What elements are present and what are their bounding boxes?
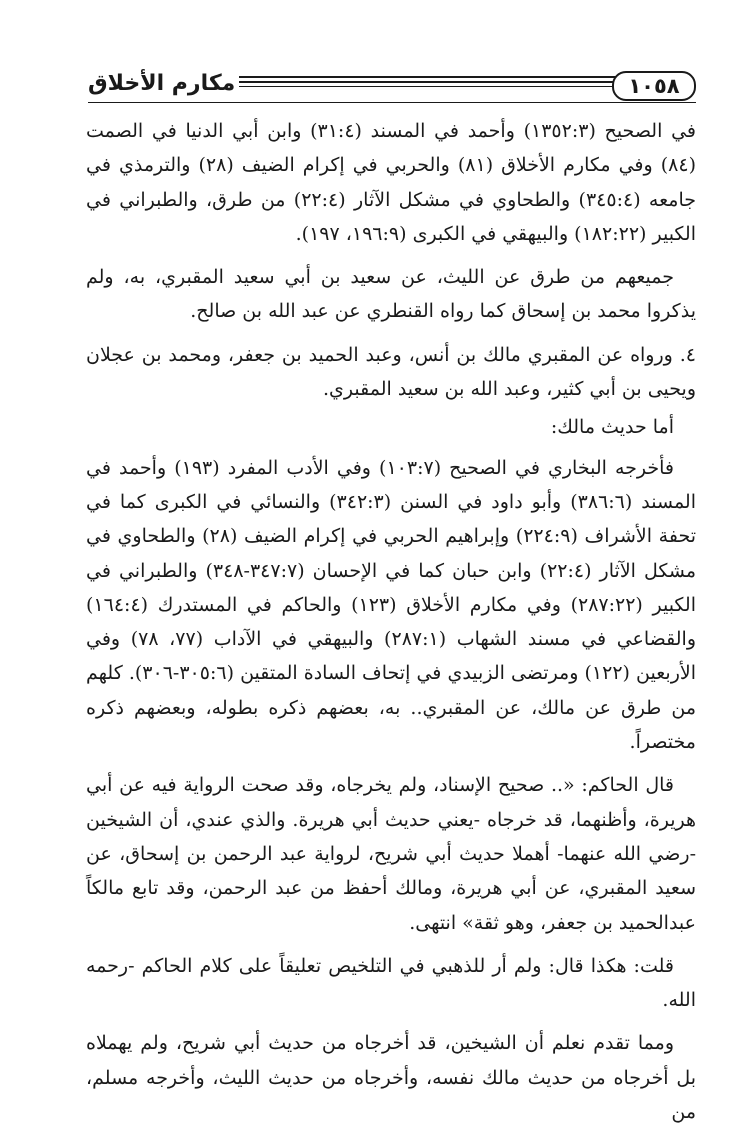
book-title: مكارم الأخلاق xyxy=(88,70,239,98)
header-rule xyxy=(198,86,616,87)
list-item: ٤. ورواه عن المقبري مالك بن أنس، وعبد الحميد بن جعفر، ومحمد بن عجلان ويحيى بن أبي كثير، وعبد الله بن سعيد المقبري. xyxy=(86,343,696,401)
page-header xyxy=(88,68,696,108)
paragraph: ومما تقدم نعلم أن الشيخين، قد أخرجاه من حديث أبي شريح، ولم يهملاه بل أخرجاه من حديث مالك نفسه، وأخرجاه من حديث الليث، وأخرجه مسلم، من xyxy=(86,1032,696,1124)
paragraph: قلت: هكذا قال: ولم أر للذهبي في التلخيص تعليقاً على كلام الحاكم -رحمه الله. xyxy=(86,954,696,1012)
paragraph: فأخرجه البخاري في الصحيح (١٠٣:٧) وفي الأدب المفرد (١٩٣) وأحمد في المسند (٣٨٦:٦) وأبو داود في السنن (٣٤٢:٣) والنسائي في الكبرى كما في تحفة الأشراف (٢٢٤:٩) وإبراهيم الحربي في إكرام الضيف (٢٨) والطحاوي في مشكل الآثار (٢٢:٤) وابن حبان كما في الإحسان (٣٤٧:٧-٣٤٨) والطبراني في الكبير (٢٨٧:٢٢) وفي مكارم الأخلاق (١٢٣) والحاكم في المستدرك (١٦٤:٤) والقضاعي في مسند الشهاب (٢٨٧:١) والبيهقي في الآداب (٧٧، ٧٨) وفي الأربعين (١٢٢) ومرتضى الزبيدي في إتحاف السادة المتقين (٣٠٥:٦-٣٠٦). كلهم من طرق عن مالك، عن المقبري.. به، بعضهم ذكره بطوله، وبعضهم ذكره مختصراً. xyxy=(86,456,697,754)
page-body xyxy=(86,114,696,1138)
header-rule xyxy=(198,81,616,83)
header-rule xyxy=(198,76,616,78)
paragraph: قال الحاكم: «.. صحيح الإسناد، ولم يخرجاه، وقد صحت الرواية فيه عن أبي هريرة، وأظنهما، قد خرجاه -يعني حديث أبي هريرة. والذي عندي، أن الشيخين -رضي الله عنهما- أهملا حديث أبي شريح، لرواية عبد الرحمن بن إسحاق، عن سعيد المقبري، عن أبي هريرة، ومالك أحفظ من عبد الرحمن، وقد تابع مالكاً عبدالحميد بن جعفر، وهو ثقة» انتهى. xyxy=(86,774,696,934)
paragraph: في الصحيح (١٣٥٢:٣) وأحمد في المسند (٣١:٤) وابن أبي الدنيا في الصمت (٨٤) وفي مكارم الأخلاق (٨١) والحربي في إكرام الضيف (٢٨) والترمذي في جامعه (٣٤٥:٤) والطحاوي في مشكل الآثار (٢٢:٤) من طرق، والطبراني في الكبير (١٨٢:٢٢) والبيهقي في الكبرى (١٩٦:٩، ١٩٧). xyxy=(86,120,696,245)
paragraph: جميعهم من طرق عن الليث، عن سعيد بن أبي سعيد المقبري، به، ولم يذكروا محمد بن إسحاق كما رواه القنطري عن عبد الله بن صالح. xyxy=(86,266,696,323)
page-number: ١٠٥٨ xyxy=(612,71,696,101)
header-underline xyxy=(88,102,696,103)
section-heading: أما حديث مالك: xyxy=(550,416,674,439)
